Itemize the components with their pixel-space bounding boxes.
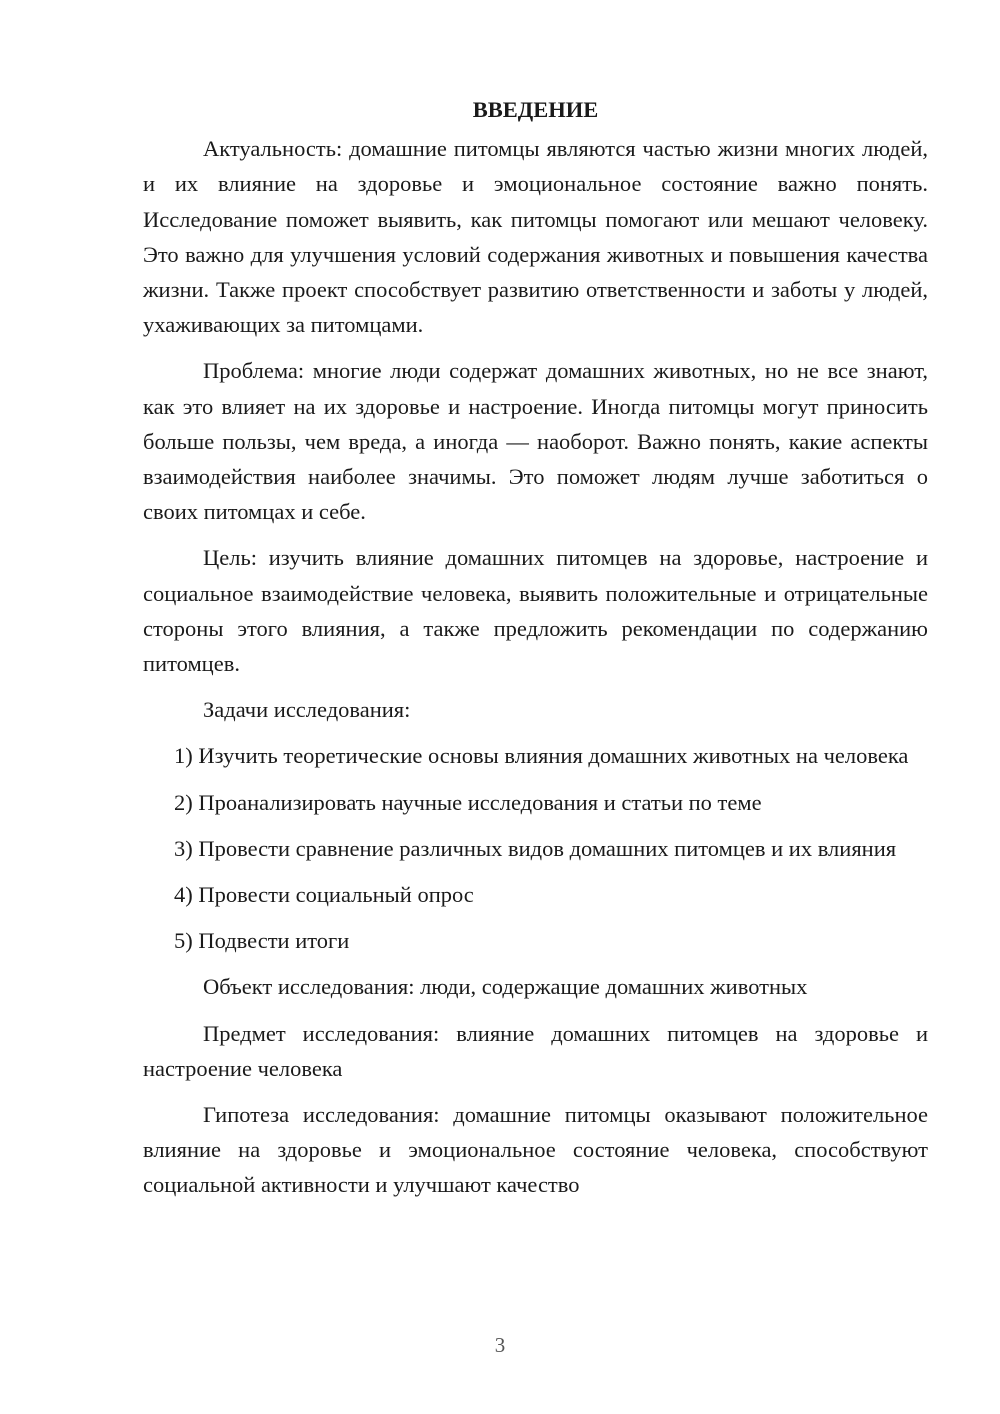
task-item-2: 2) Проанализировать научные исследования и статьи по теме [174, 789, 762, 815]
task-item-5: 5) Подвести итоги [174, 928, 350, 954]
paragraph-hypothesis: Гипотеза исследования: домашние питомцы оказывают положительное влияние на здоровье и эмоциональное состояние человека, способствуют социальной активности и улучшают качество [143, 1102, 928, 1198]
page-number: 3 [494, 1333, 506, 1357]
task-item-4: 4) Провести социальный опрос [174, 882, 474, 908]
paragraph-subject: Предмет исследования: влияние домашних питомцев на здоровье и настроение человека [143, 1020, 928, 1081]
task-item-3: 3) Провести сравнение различных видов домашних питомцев и их влияния [174, 835, 897, 861]
paragraph-relevance: Актуальность: домашние питомцы являются частью жизни многих людей, и их влияние на здоровье и эмоциональное состояние важно понять. Исследование поможет выявить, как питомцы помогают или мешают человеку. Это важно для улучшения условий содержания животных и повышения качества жизни. Также проект способствует развитию ответственности и заботы у людей, ухаживающих за питомцами. [143, 136, 928, 338]
section-title: ВВЕДЕНИЕ [472, 97, 599, 122]
paragraph-object: Объект исследования: люди, содержащие домашних животных [203, 974, 808, 1000]
tasks-heading: Задачи исследования: [203, 697, 411, 723]
paragraph-goal: Цель: изучить влияние домашних питомцев на здоровье, настроение и социальное взаимодействие человека, выявить положительные и отрицательные стороны этого влияния, а также предложить рекомендации по содержанию питомцев. [143, 545, 928, 677]
document-page [143, 92, 928, 1214]
task-item-1: 1) Изучить теоретические основы влияния домашних животных на человека [174, 743, 909, 769]
paragraph-problem: Проблема: многие люди содержат домашних животных, но не все знают, как это влияет на их здоровье и настроение. Иногда питомцы могут приносить больше пользы, чем вреда, а иногда — наоборот. Важно понять, какие аспекты взаимодействия наиболее значимы. Это поможет людям лучше заботиться о своих питомцах и себе. [143, 358, 928, 525]
